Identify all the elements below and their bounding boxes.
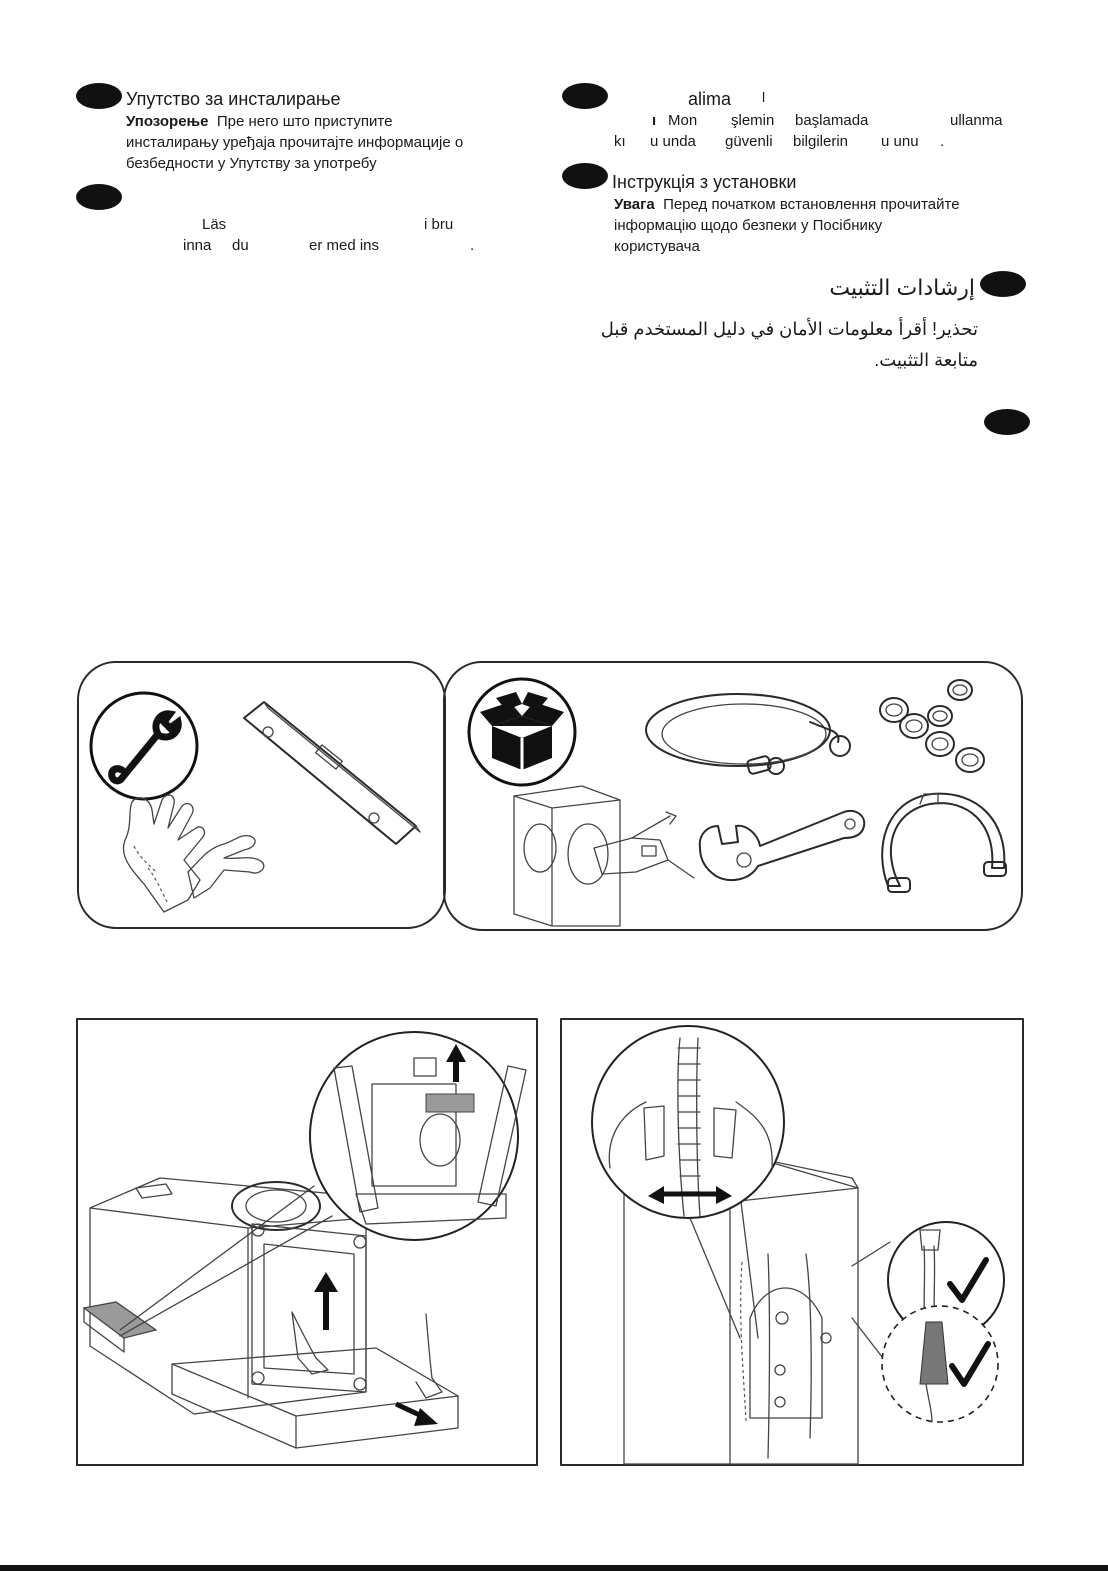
- swedish-fragment: er med ins: [309, 237, 380, 254]
- caps-icon: [876, 676, 1008, 780]
- hose-guide-icon: [880, 792, 1012, 902]
- ukrainian-line-3: користувача: [614, 238, 700, 255]
- swedish-fragment: inna: [183, 237, 212, 254]
- turkish-fragment: başlamada: [795, 112, 869, 129]
- arabic-line-1: تحذير! أقرأ معلومات الأمان في دليل المستخدم قبل: [600, 319, 978, 339]
- inlet-hose-icon: [640, 686, 860, 782]
- transport-bolts-illustration: [560, 1018, 1024, 1466]
- gloves-icon: [104, 788, 274, 916]
- spanner-icon: [694, 804, 874, 884]
- turkish-fragment: Mon: [668, 112, 698, 129]
- turkish-fragment: bilgilerin: [793, 133, 849, 150]
- swedish-fragment: du: [232, 237, 249, 254]
- turkish-fragment: ı: [652, 112, 657, 129]
- arabic-title: إرشادات التثبيت: [829, 275, 975, 300]
- serbian-warning-label: Упозорење: [126, 113, 209, 130]
- turkish-fragment: şlemin: [731, 112, 775, 129]
- ukrainian-title: Інструкція з установки: [612, 172, 797, 192]
- arabic-line-2: متابعة التثبيت.: [874, 350, 978, 370]
- turkish-fragment: u unu: [881, 133, 919, 150]
- wrench-icon: [88, 690, 200, 802]
- ukrainian-line-2: інформацію щодо безпеки у Посібнику: [614, 217, 883, 234]
- serbian-line-1: Пре него што приступите: [216, 113, 393, 130]
- turkish-title-fragment: l: [762, 89, 766, 105]
- box-icon: [466, 676, 578, 788]
- serbian-title: Упутство за инсталирање: [126, 89, 341, 109]
- swedish-fragment: .: [470, 237, 475, 254]
- swedish-fragment: Läs: [202, 216, 227, 233]
- turkish-fragment: kı: [614, 133, 626, 150]
- bottom-rule: [0, 1565, 1108, 1571]
- turkish-fragment: u unda: [650, 133, 696, 150]
- serbian-line-2: инсталирању уређаја прочитајте информације о: [126, 134, 464, 151]
- turkish-title-fragment: alima: [688, 89, 732, 109]
- ukrainian-line-1: Перед початком встановлення прочитайте: [663, 196, 960, 213]
- turkish-fragment: ullanma: [950, 112, 1003, 129]
- serbian-line-3: безбедности у Упутству за употребу: [126, 155, 377, 172]
- ukrainian-warning-label: Увага: [614, 196, 655, 213]
- transport-bolt-icon: [508, 782, 704, 928]
- turkish-fragment: güvenli: [725, 133, 773, 150]
- unpacking-illustration: [76, 1018, 538, 1466]
- turkish-fragment: .: [940, 133, 945, 150]
- swedish-fragment: i bru: [424, 216, 454, 233]
